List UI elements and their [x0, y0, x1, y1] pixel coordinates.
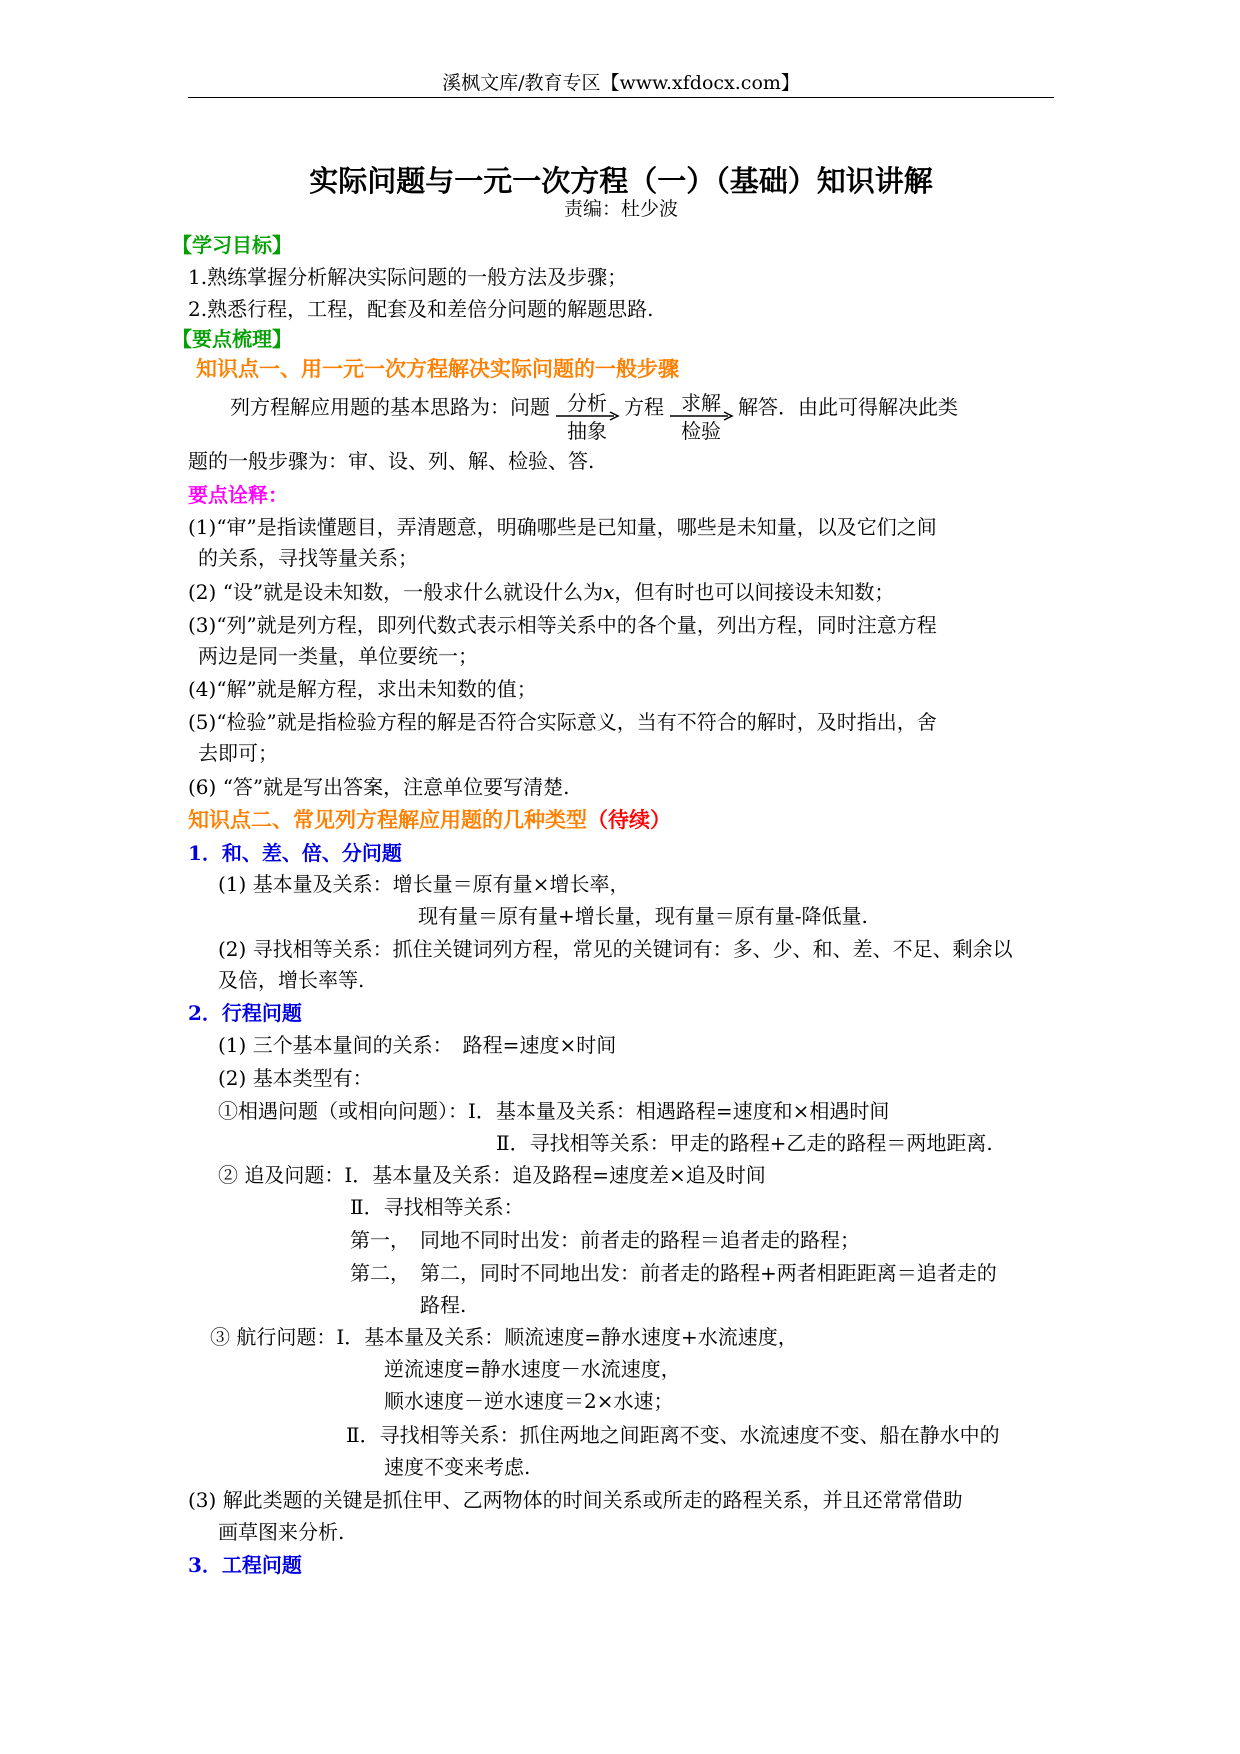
note-line: (3)“列”就是列方程，即列代数式表示相等关系中的各个量，列出方程，同时注意方程	[188, 613, 937, 637]
sec2-line: 第一， 同地不同时出发：前者走的路程＝追者走的路程；	[350, 1228, 860, 1252]
outline-heading: 【要点梳理】	[172, 327, 292, 351]
sec2-line: Ⅱ．寻找相等关系：抓住两地之间距离不变、水流速度不变、船在静水中的	[346, 1423, 1000, 1447]
note-line: (6) “答”就是写出答案，注意单位要写清楚.	[188, 775, 570, 799]
document-title: 实际问题与一元一次方程（一）（基础）知识讲解	[309, 164, 933, 198]
sec3-heading: 3．工程问题	[188, 1553, 302, 1577]
arrow1-top-label: 分析	[567, 391, 607, 415]
sec2-line: 顺水速度－逆水速度＝2×水速；	[384, 1389, 674, 1413]
sec1-line: 现有量＝原有量+增长量，现有量＝原有量-降低量.	[418, 904, 868, 928]
arrow2-bottom-label: 检验	[681, 419, 721, 443]
sec1-heading: 1．和、差、倍、分问题	[188, 841, 402, 865]
intro-pre-text: 列方程解应用题的基本思路为：问题	[230, 395, 550, 419]
intro-mid-text: 方程	[624, 395, 664, 419]
sec2-line: ② 追及问题：Ⅰ．基本量及关系：追及路程=速度差×追及时间	[218, 1163, 766, 1187]
sec2-line: ①相遇问题（或相向问题）：Ⅰ．基本量及关系：相遇路程=速度和×相遇时间	[218, 1099, 890, 1123]
kp1-intro-line	[230, 392, 958, 452]
sec2-line: (1) 三个基本量间的关系： 路程=速度×时间	[218, 1033, 617, 1057]
sec2-line: 第二， 第二，同时不同地出发：前者走的路程+两者相距距离＝追者走的	[350, 1261, 997, 1285]
note-line: (4)“解”就是解方程，求出未知数的值；	[188, 677, 537, 701]
sec2-line: 路程.	[420, 1293, 467, 1317]
sec2-line: 画草图来分析.	[218, 1520, 345, 1544]
arrow-solve	[668, 392, 734, 452]
note-line: (5)“检验”就是指检验方程的解是否符合实际意义，当有不符合的解时，及时指出，舍	[188, 710, 937, 734]
variable-x: x	[603, 580, 615, 604]
author-line: 责编：杜少波	[563, 198, 678, 220]
kp2-heading-text: 知识点二、常见列方程解应用题的几种类型	[188, 807, 587, 832]
note-line	[188, 577, 894, 607]
sec2-line: 逆流速度=静水速度－水流速度，	[384, 1357, 681, 1381]
kp2-heading-suffix: （待续）	[587, 807, 671, 832]
notes-heading: 要点诠释：	[188, 483, 288, 507]
note-line: 的关系，寻找等量关系；	[198, 546, 418, 570]
sec1-line: (2) 寻找相等关系：抓住关键词列方程，常见的关键词有：多、少、和、差、不足、剩余以	[218, 937, 1013, 961]
sec2-heading: 2．行程问题	[188, 1001, 302, 1025]
sec2-line: (2) 基本类型有：	[218, 1066, 373, 1090]
note-text: ，但有时也可以间接设未知数；	[614, 580, 895, 604]
arrow-analyze	[554, 392, 620, 452]
intro-post-text: 解答．由此可得解决此类	[738, 395, 958, 419]
note-text: (2) “设”就是设未知数，一般求什么就设什么为	[188, 580, 604, 604]
note-line: 两边是同一类量，单位要统一；	[198, 644, 478, 668]
sec2-line: (3) 解此类题的关键是抓住甲、乙两物体的时间关系或所走的路程关系，并且还常常借助	[188, 1488, 963, 1512]
sec1-line: 及倍，增长率等.	[218, 968, 365, 992]
goals-heading: 【学习目标】	[172, 233, 292, 257]
note-line: (1)“审”是指读懂题目，弄清题意，明确哪些是已知量，哪些是未知量，以及它们之间	[188, 515, 937, 539]
sec2-line: 速度不变来考虑.	[384, 1455, 531, 1479]
goal-item: 1.熟练掌握分析解决实际问题的一般方法及步骤；	[188, 265, 628, 289]
sec2-line: ③ 航行问题：Ⅰ．基本量及关系：顺流速度=静水速度+水流速度，	[210, 1325, 798, 1349]
arrow2-top-label: 求解	[681, 391, 721, 415]
sec1-line: (1) 基本量及关系：增长量＝原有量×增长率，	[218, 872, 630, 896]
header-rule	[188, 97, 1054, 98]
page-header: 溪枫文库/教育专区【www.xfdocx.com】	[442, 72, 800, 94]
note-line: 去即可；	[198, 741, 278, 765]
sec2-line: Ⅱ．寻找相等关系：	[350, 1195, 524, 1219]
kp2-heading	[188, 805, 671, 835]
kp1-intro-line2: 题的一般步骤为：审、设、列、解、检验、答.	[188, 449, 595, 473]
arrow1-bottom-label: 抽象	[567, 419, 607, 443]
sec2-line: Ⅱ．寻找相等关系：甲走的路程+乙走的路程＝两地距离.	[496, 1131, 993, 1155]
goal-item: 2.熟悉行程，工程，配套及和差倍分问题的解题思路.	[188, 297, 654, 321]
kp1-heading: 知识点一、用一元一次方程解决实际问题的一般步骤	[196, 356, 679, 381]
